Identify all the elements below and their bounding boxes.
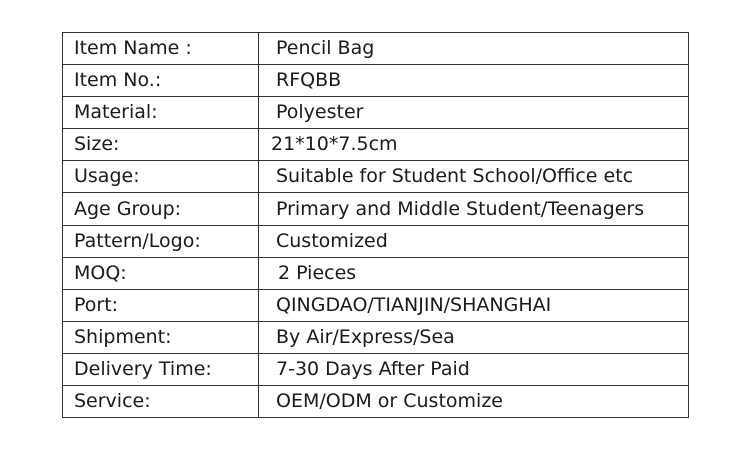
table-row-age-group: [63, 193, 689, 225]
table-row-usage: [63, 161, 689, 193]
item-no-label: Item No.:: [63, 65, 259, 97]
item-name-value: Pencil Bag: [259, 33, 689, 65]
table-row-item-no: [63, 65, 689, 97]
usage-value: Suitable for Student School/Office etc: [259, 161, 689, 193]
service-value: OEM/ODM or Customize: [259, 386, 689, 418]
table-row-size: [63, 129, 689, 161]
item-no-value: RFQBB: [259, 65, 689, 97]
table-row-port: [63, 289, 689, 321]
delivery-time-value: 7-30 Days After Paid: [259, 353, 689, 385]
table-row-material: [63, 97, 689, 129]
table-row-service: [63, 386, 689, 418]
pattern-logo-value: Customized: [259, 225, 689, 257]
shipment-label: Shipment:: [63, 321, 259, 353]
pattern-logo-label: Pattern/Logo:: [63, 225, 259, 257]
age-group-value: Primary and Middle Student/Teenagers: [259, 193, 689, 225]
moq-value: 2 Pieces: [259, 257, 689, 289]
size-label: Size:: [63, 129, 259, 161]
table-row-item-name: [63, 33, 689, 65]
table-row-delivery-time: [63, 353, 689, 385]
shipment-value: By Air/Express/Sea: [259, 321, 689, 353]
usage-label: Usage:: [63, 161, 259, 193]
age-group-label: Age Group:: [63, 193, 259, 225]
table-row-pattern-logo: [63, 225, 689, 257]
size-value: 21*10*7.5cm: [259, 129, 689, 161]
table-row-moq: [63, 257, 689, 289]
material-label: Material:: [63, 97, 259, 129]
delivery-time-label: Delivery Time:: [63, 353, 259, 385]
material-value: Polyester: [259, 97, 689, 129]
product-spec-table: [62, 32, 689, 418]
service-label: Service:: [63, 386, 259, 418]
table-row-shipment: [63, 321, 689, 353]
port-value: QINGDAO/TIANJIN/SHANGHAI: [259, 289, 689, 321]
moq-label: MOQ:: [63, 257, 259, 289]
port-label: Port:: [63, 289, 259, 321]
item-name-label: Item Name :: [63, 33, 259, 65]
